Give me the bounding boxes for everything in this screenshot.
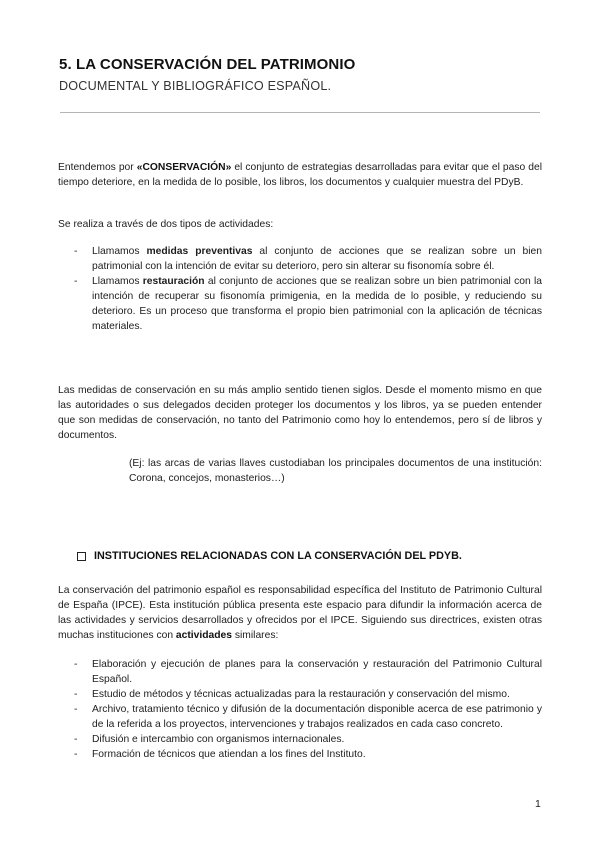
ipce-term: actividades (175, 630, 232, 641)
list-item-text: Formación de técnicos que atiendan a los fines del Instituto. (92, 749, 366, 760)
list-item-term: restauración (142, 276, 205, 287)
list-item-text: Elaboración y ejecución de planes para la conservación y restauración del Patrimonio Cultural Español. (92, 659, 542, 685)
header-divider (60, 112, 540, 113)
definition-text: Entendemos por (58, 162, 137, 173)
list-item-text: Llamamos (92, 276, 143, 287)
section-heading-text: INSTITUCIONES RELACIONADAS CON LA CONSERVACIÓN DEL PDYB. (94, 550, 462, 562)
list-item (74, 657, 542, 687)
list-item-text: Difusión e intercambio con organismos internacionales. (92, 734, 345, 745)
definition-term: «CONSERVACIÓN» (136, 162, 232, 173)
ipce-text: similares: (232, 630, 279, 641)
list-item-text: Llamamos (92, 246, 147, 257)
list-item (74, 274, 542, 334)
list-item-text: al conjunto de acciones que se realizan sobre un bien patrimonial con la intención de recuperar su fisonomía primigenia, en la medida de lo posible, y reduciendo su deterioro. Es un proceso que transforma el propio bien patrimonial con la aplicación de técnicas materiales. (92, 276, 543, 332)
list-item (74, 687, 542, 702)
ipce-paragraph (58, 583, 542, 643)
list-item (74, 244, 542, 274)
section-heading (77, 550, 462, 562)
ipce-text: La conservación del patrimonio español es responsabilidad específica del Instituto de Patrimonio Cultural de España (IPCE). Esta institución pública presenta este espacio para difundir la información acerca de las actividades y servicios desarrollados y ofrecidos por el IPCE. Siguiendo sus directrices, existen otras muchas instituciones con (58, 585, 542, 641)
list-dash: - (74, 749, 78, 760)
list-item-term: medidas preventivas (146, 246, 253, 257)
list-item-text: Archivo, tratamiento técnico y difusión de la documentación disponible acerca de ese patrimonio y de la referida a los proyectos, intervenciones y trabajos realizados en cada caso concreto. (92, 704, 542, 730)
list-dash: - (74, 704, 78, 715)
list-item (74, 732, 542, 747)
page-number: 1 (535, 798, 541, 810)
page-title: 5. LA CONSERVACIÓN DEL PATRIMONIO (59, 56, 356, 73)
functions-list (74, 657, 542, 762)
page-subtitle: DOCUMENTAL Y BIBLIOGRÁFICO ESPAÑOL. (59, 79, 332, 93)
example-note: (Ej: las arcas de varias llaves custodiaban los principales documentos de una institución: Corona, concejos, monasterios…) (129, 458, 542, 484)
checkbox-icon (77, 552, 86, 561)
list-dash: - (74, 276, 78, 287)
history-paragraph: Las medidas de conservación en su más amplio sentido tienen siglos. Desde el momento mismo en que las autoridades o sus delegados deciden proteger los documentos y los libros, ya se pueden entender que son medidas de conservación, no tanto del Patrimonio como hoy lo entendemos, pero sí de libros y documentos. (58, 385, 542, 441)
list-item-text: al conjunto de acciones que se realizan sobre un bien patrimonial con la intención de evitar su deterioro, pero sin alterar su fisonomía sobre él. (92, 246, 542, 272)
list-dash: - (74, 689, 78, 700)
list-dash: - (74, 246, 78, 257)
definition-text: el conjunto de estrategias desarrolladas para evitar que el paso del tiempo deteriore, en la medida de lo posible, los libros, los documentos y cualquier muestra del PDyB. (58, 162, 543, 188)
activities-intro: Se realiza a través de dos tipos de actividades: (58, 219, 274, 230)
definition-paragraph (58, 160, 542, 190)
list-item (74, 702, 542, 732)
list-item-text: Estudio de métodos y técnicas actualizadas para la restauración y conservación del mismo. (92, 689, 510, 700)
activities-list (74, 244, 542, 334)
list-dash: - (74, 659, 78, 670)
list-item (74, 747, 542, 762)
list-dash: - (74, 734, 78, 745)
